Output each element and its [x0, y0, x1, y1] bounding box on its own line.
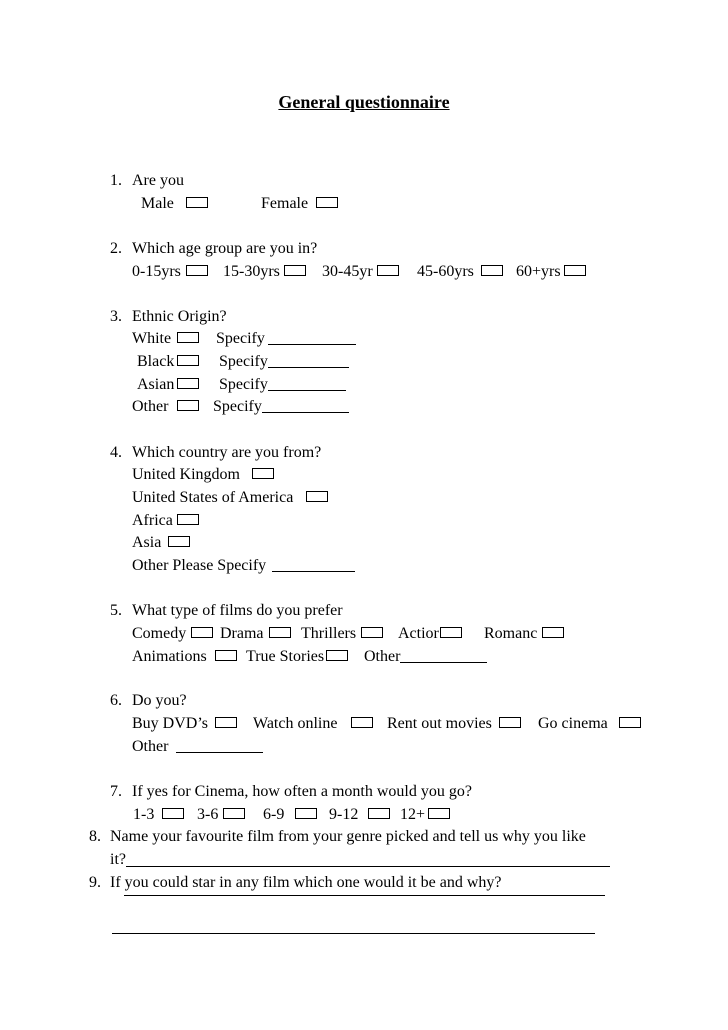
q5-number: 5.: [110, 602, 122, 619]
freq-3-6-checkbox[interactable]: [223, 808, 245, 819]
q2-option-15-30: 15-30yrs: [223, 263, 280, 280]
romance-checkbox[interactable]: [542, 627, 564, 638]
q4-option-other: Other Please Specify: [132, 557, 267, 574]
q3-option-black: Black: [137, 353, 175, 370]
drama-checkbox[interactable]: [269, 627, 291, 638]
rent-movies-checkbox[interactable]: [499, 717, 521, 728]
buy-dvds-checkbox[interactable]: [215, 717, 237, 728]
q5-option-action: Actior: [398, 625, 439, 642]
asian-specify-line[interactable]: [268, 390, 346, 391]
q3-option-other: Other: [132, 398, 169, 415]
q7-option-3-6: 3-6: [197, 806, 219, 823]
age-60plus-checkbox[interactable]: [564, 265, 586, 276]
q2-option-45-60: 45-60yrs: [417, 263, 474, 280]
q2-option-30-45: 30-45yr: [322, 263, 373, 280]
q9-number: 9.: [89, 874, 101, 891]
q2-option-0-15: 0-15yrs: [132, 263, 181, 280]
q5-option-other: Other: [364, 648, 401, 665]
uk-checkbox[interactable]: [252, 468, 274, 479]
freq-1-3-checkbox[interactable]: [162, 808, 184, 819]
male-checkbox[interactable]: [186, 197, 208, 208]
q9-answer-line-1[interactable]: [124, 895, 605, 896]
q1-option-female: Female: [261, 195, 309, 212]
female-checkbox[interactable]: [316, 197, 338, 208]
q6-option-buy-dvds: Buy DVD’s: [132, 715, 209, 732]
page-title: General questionnaire: [278, 92, 450, 112]
q4-option-africa: Africa: [132, 512, 173, 529]
age-0-15-checkbox[interactable]: [186, 265, 208, 276]
q7-option-12plus: 12+: [400, 806, 426, 823]
comedy-checkbox[interactable]: [191, 627, 213, 638]
q4-option-asia: Asia: [132, 534, 162, 551]
q8-text-continued: it?: [110, 851, 126, 868]
asia-checkbox[interactable]: [168, 536, 190, 547]
q3-specify-label: Specify: [216, 330, 265, 347]
q6-number: 6.: [110, 692, 122, 709]
thrillers-checkbox[interactable]: [361, 627, 383, 638]
freq-6-9-checkbox[interactable]: [295, 808, 317, 819]
q6-option-cinema: Go cinema: [538, 715, 608, 732]
q7-number: 7.: [110, 783, 122, 800]
true-stories-checkbox[interactable]: [326, 650, 348, 661]
age-45-60-checkbox[interactable]: [481, 265, 503, 276]
q3-specify-label: Specify: [219, 376, 268, 393]
q5-option-comedy: Comedy: [132, 625, 187, 642]
q6-text: Do you?: [132, 692, 187, 709]
q8-number: 8.: [89, 828, 101, 845]
age-15-30-checkbox[interactable]: [284, 265, 306, 276]
q8-answer-line[interactable]: [126, 866, 610, 867]
black-checkbox[interactable]: [177, 355, 199, 366]
q7-option-9-12: 9-12: [329, 806, 359, 823]
africa-checkbox[interactable]: [177, 514, 199, 525]
q1-text: Are you: [132, 172, 184, 189]
q3-specify-label: Specify: [219, 353, 268, 370]
q3-number: 3.: [110, 308, 122, 325]
q5-option-drama: Drama: [220, 625, 264, 642]
q2-option-60plus: 60+yrs: [516, 263, 561, 280]
q6-option-other: Other: [132, 738, 169, 755]
q5-option-romance: Romanc: [484, 625, 538, 642]
q3-text: Ethnic Origin?: [132, 308, 227, 325]
animations-checkbox[interactable]: [215, 650, 237, 661]
other-ethnic-checkbox[interactable]: [177, 400, 199, 411]
cinema-checkbox[interactable]: [619, 717, 641, 728]
q8-text: Name your favourite film from your genre picked and tell us why you like: [110, 828, 586, 845]
asian-checkbox[interactable]: [177, 378, 199, 389]
q4-number: 4.: [110, 444, 122, 461]
q7-text: If yes for Cinema, how often a month would you go?: [132, 783, 472, 800]
white-checkbox[interactable]: [177, 332, 199, 343]
white-specify-line[interactable]: [268, 344, 356, 345]
q5-text: What type of films do you prefer: [132, 602, 343, 619]
action-checkbox[interactable]: [440, 627, 462, 638]
q3-option-asian: Asian: [137, 376, 175, 393]
q9-text: If you could star in any film which one would it be and why?: [110, 874, 502, 891]
q4-text: Which country are you from?: [132, 444, 322, 461]
q4-option-uk: United Kingdom: [132, 466, 240, 483]
q7-option-1-3: 1-3: [133, 806, 155, 823]
q4-option-usa: United States of America: [132, 489, 294, 506]
q1-option-male: Male: [141, 195, 174, 212]
freq-9-12-checkbox[interactable]: [368, 808, 390, 819]
q3-option-white: White: [132, 330, 172, 347]
q3-specify-label: Specify: [213, 398, 262, 415]
q1-number: 1.: [110, 172, 122, 189]
film-other-line[interactable]: [400, 662, 487, 663]
q7-option-6-9: 6-9: [263, 806, 285, 823]
country-specify-line[interactable]: [272, 571, 355, 572]
other-specify-line[interactable]: [262, 412, 349, 413]
q5-option-animations: Animations: [132, 648, 207, 665]
q5-option-thrillers: Thrillers: [301, 625, 357, 642]
q2-number: 2.: [110, 240, 122, 257]
black-specify-line[interactable]: [268, 367, 349, 368]
q5-option-true-stories: True Stories: [246, 648, 325, 665]
watch-online-checkbox[interactable]: [351, 717, 373, 728]
q6-option-watch-online: Watch online: [253, 715, 338, 732]
q6-option-rent-movies: Rent out movies: [387, 715, 492, 732]
age-30-45-checkbox[interactable]: [377, 265, 399, 276]
q2-text: Which age group are you in?: [132, 240, 318, 257]
q9-answer-line-2[interactable]: [112, 933, 595, 934]
usa-checkbox[interactable]: [306, 491, 328, 502]
freq-12plus-checkbox[interactable]: [428, 808, 450, 819]
q6-other-line[interactable]: [176, 752, 263, 753]
